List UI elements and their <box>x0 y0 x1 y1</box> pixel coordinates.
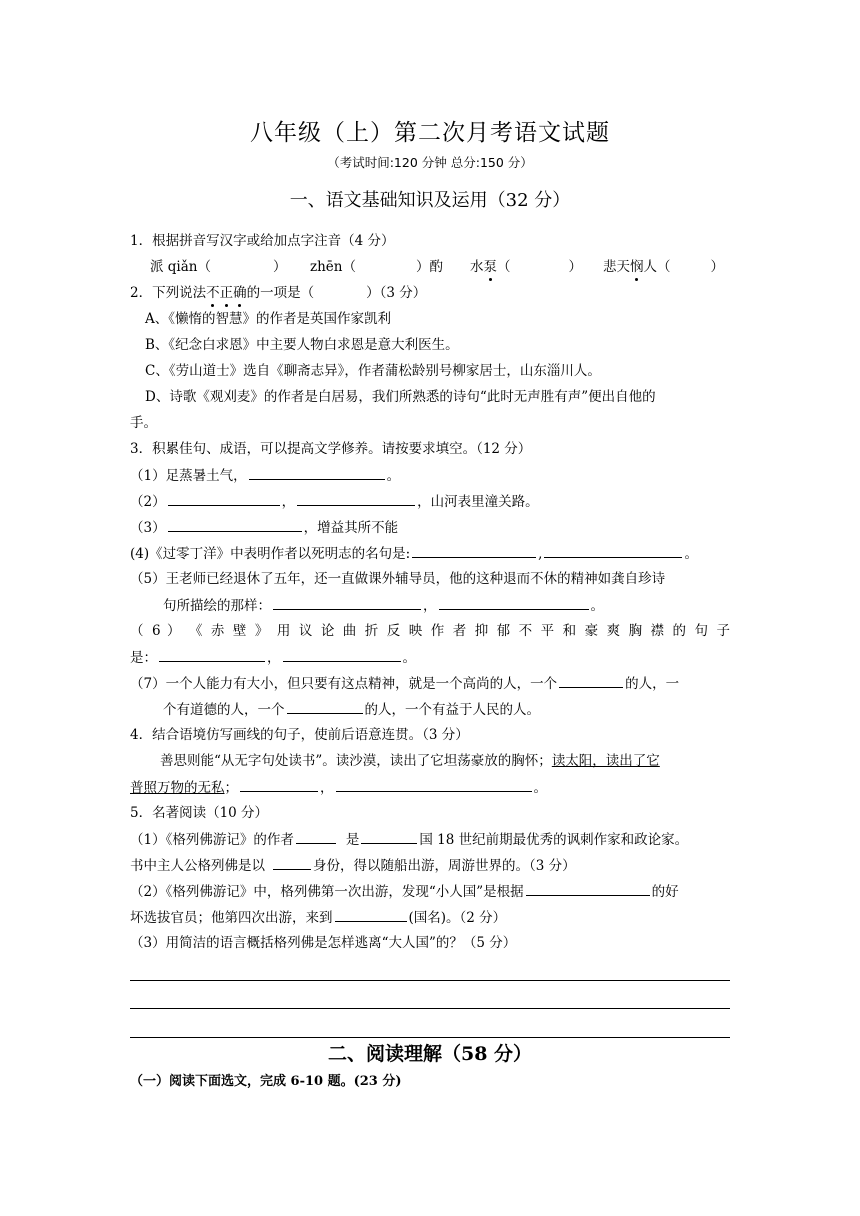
q5-sub-1: （1）《格列佛游记》的作者 是 国 18 世纪前期最优秀的讽刺作家和政论家。 <box>130 829 688 850</box>
q4-stem: 4．结合语境仿写画线的句子，使前后语意连贯。（3 分） <box>130 727 469 743</box>
q3-line-6-cont: 是： ， 。 <box>130 647 416 668</box>
q3-line-2: （2） ， ，山河表里潼关路。 <box>130 491 539 512</box>
q2-option-c: C、《劳山道士》选自《聊斋志异》，作者蒲松龄别号柳家居士，山东淄川人。 <box>145 363 601 379</box>
q3-line-7-cont: 个有道德的人，一个 的人，一个有益于人民的人。 <box>163 699 540 720</box>
q3-line-1: （1）足蒸暑土气， 。 <box>130 465 400 486</box>
exam-subtitle: （考试时间:120 分钟 总分:150 分） <box>327 155 533 170</box>
q4-paragraph-2: 普照万物的无私； ， 。 <box>130 777 547 798</box>
q3-line-4: (4)《过零丁洋》中表明作者以死明志的名句是: , 。 <box>130 543 698 564</box>
section-1-heading: 一、语文基础知识及运用（32 分） <box>289 190 571 211</box>
q2-option-a: A、《懒惰的智慧》的作者是英国作家凯利 <box>145 311 391 327</box>
q2-stem: 2．下列说法不正确的一项是（ ）（3 分） <box>130 285 427 301</box>
q5-stem: 5．名著阅读（10 分） <box>130 805 269 821</box>
q5-sub-1-cont: 书中主人公格列佛是以 身份，得以随船出游，周游世界的。（3 分） <box>130 855 576 876</box>
answer-line[interactable] <box>130 1037 730 1038</box>
q3-line-3: （3） ，增益其所不能 <box>130 517 398 538</box>
q2-option-b: B、《纪念白求恩》中主要人物白求恩是意大利医生。 <box>145 337 459 353</box>
q3-line-7: （7）一个人能力有大小，但只要有这点精神，就是一个高尚的人，一个 的人，一 <box>130 673 679 694</box>
exam-title: 八年级（上）第二次月考语文试题 <box>250 120 610 146</box>
q2-option-d: D、诗歌《观刈麦》的作者是白居易，我们所熟悉的诗句“此时无声胜有声”便出自他的 <box>145 389 656 405</box>
q1-item-2: zhēn（ ）酌 <box>310 259 443 275</box>
q1-item-1: 派 qiǎn（ ） <box>150 259 287 275</box>
q5-sub-2: （2）《格列佛游记》中，格列佛第一次出游，发现“小人国”是根据 的好 <box>130 881 679 902</box>
q3-stem: 3．积累佳句、成语，可以提高文学修养。请按要求填空。（12 分） <box>130 441 532 457</box>
answer-line[interactable] <box>130 980 730 981</box>
answer-line[interactable] <box>130 1008 730 1009</box>
section-2-subheading: （一）阅读下面选文，完成 6-10 题。(23 分) <box>130 1074 402 1089</box>
q1-item-4: 悲天悯人（ ） <box>603 259 724 275</box>
q3-line-6: （ 6 ） 《 赤 壁 》 用 议 论 曲 折 反 映 作 者 抑 郁 不 平 和 豪 爽 胸 襟 的 句 子 <box>130 623 730 639</box>
q4-paragraph-1: 善思则能“从无字句处读书”。读沙漠，读出了它坦荡豪放的胸怀；读太阳，读出了它 <box>160 753 660 769</box>
q5-sub-3: （3）用简洁的语言概括格列佛是怎样逃离“大人国”的？（5 分） <box>130 935 517 951</box>
q1-stem: 1．根据拼音写汉字或给加点字注音（4 分） <box>130 233 395 249</box>
q5-sub-2-cont: 坏选拔官员；他第四次出游，来到 (国名)。（2 分） <box>130 907 506 928</box>
q2-option-d-cont: 手。 <box>130 415 157 431</box>
q3-line-5: （5）王老师已经退休了五年，还一直做课外辅导员，他的这种退而不休的精神如龚自珍诗 <box>130 571 666 587</box>
section-2-heading: 二、阅读理解（58 分） <box>327 1043 533 1065</box>
q1-item-3: 水泵（ ） <box>470 259 582 275</box>
q3-line-5-cont: 句所描绘的那样： ， 。 <box>163 595 604 616</box>
